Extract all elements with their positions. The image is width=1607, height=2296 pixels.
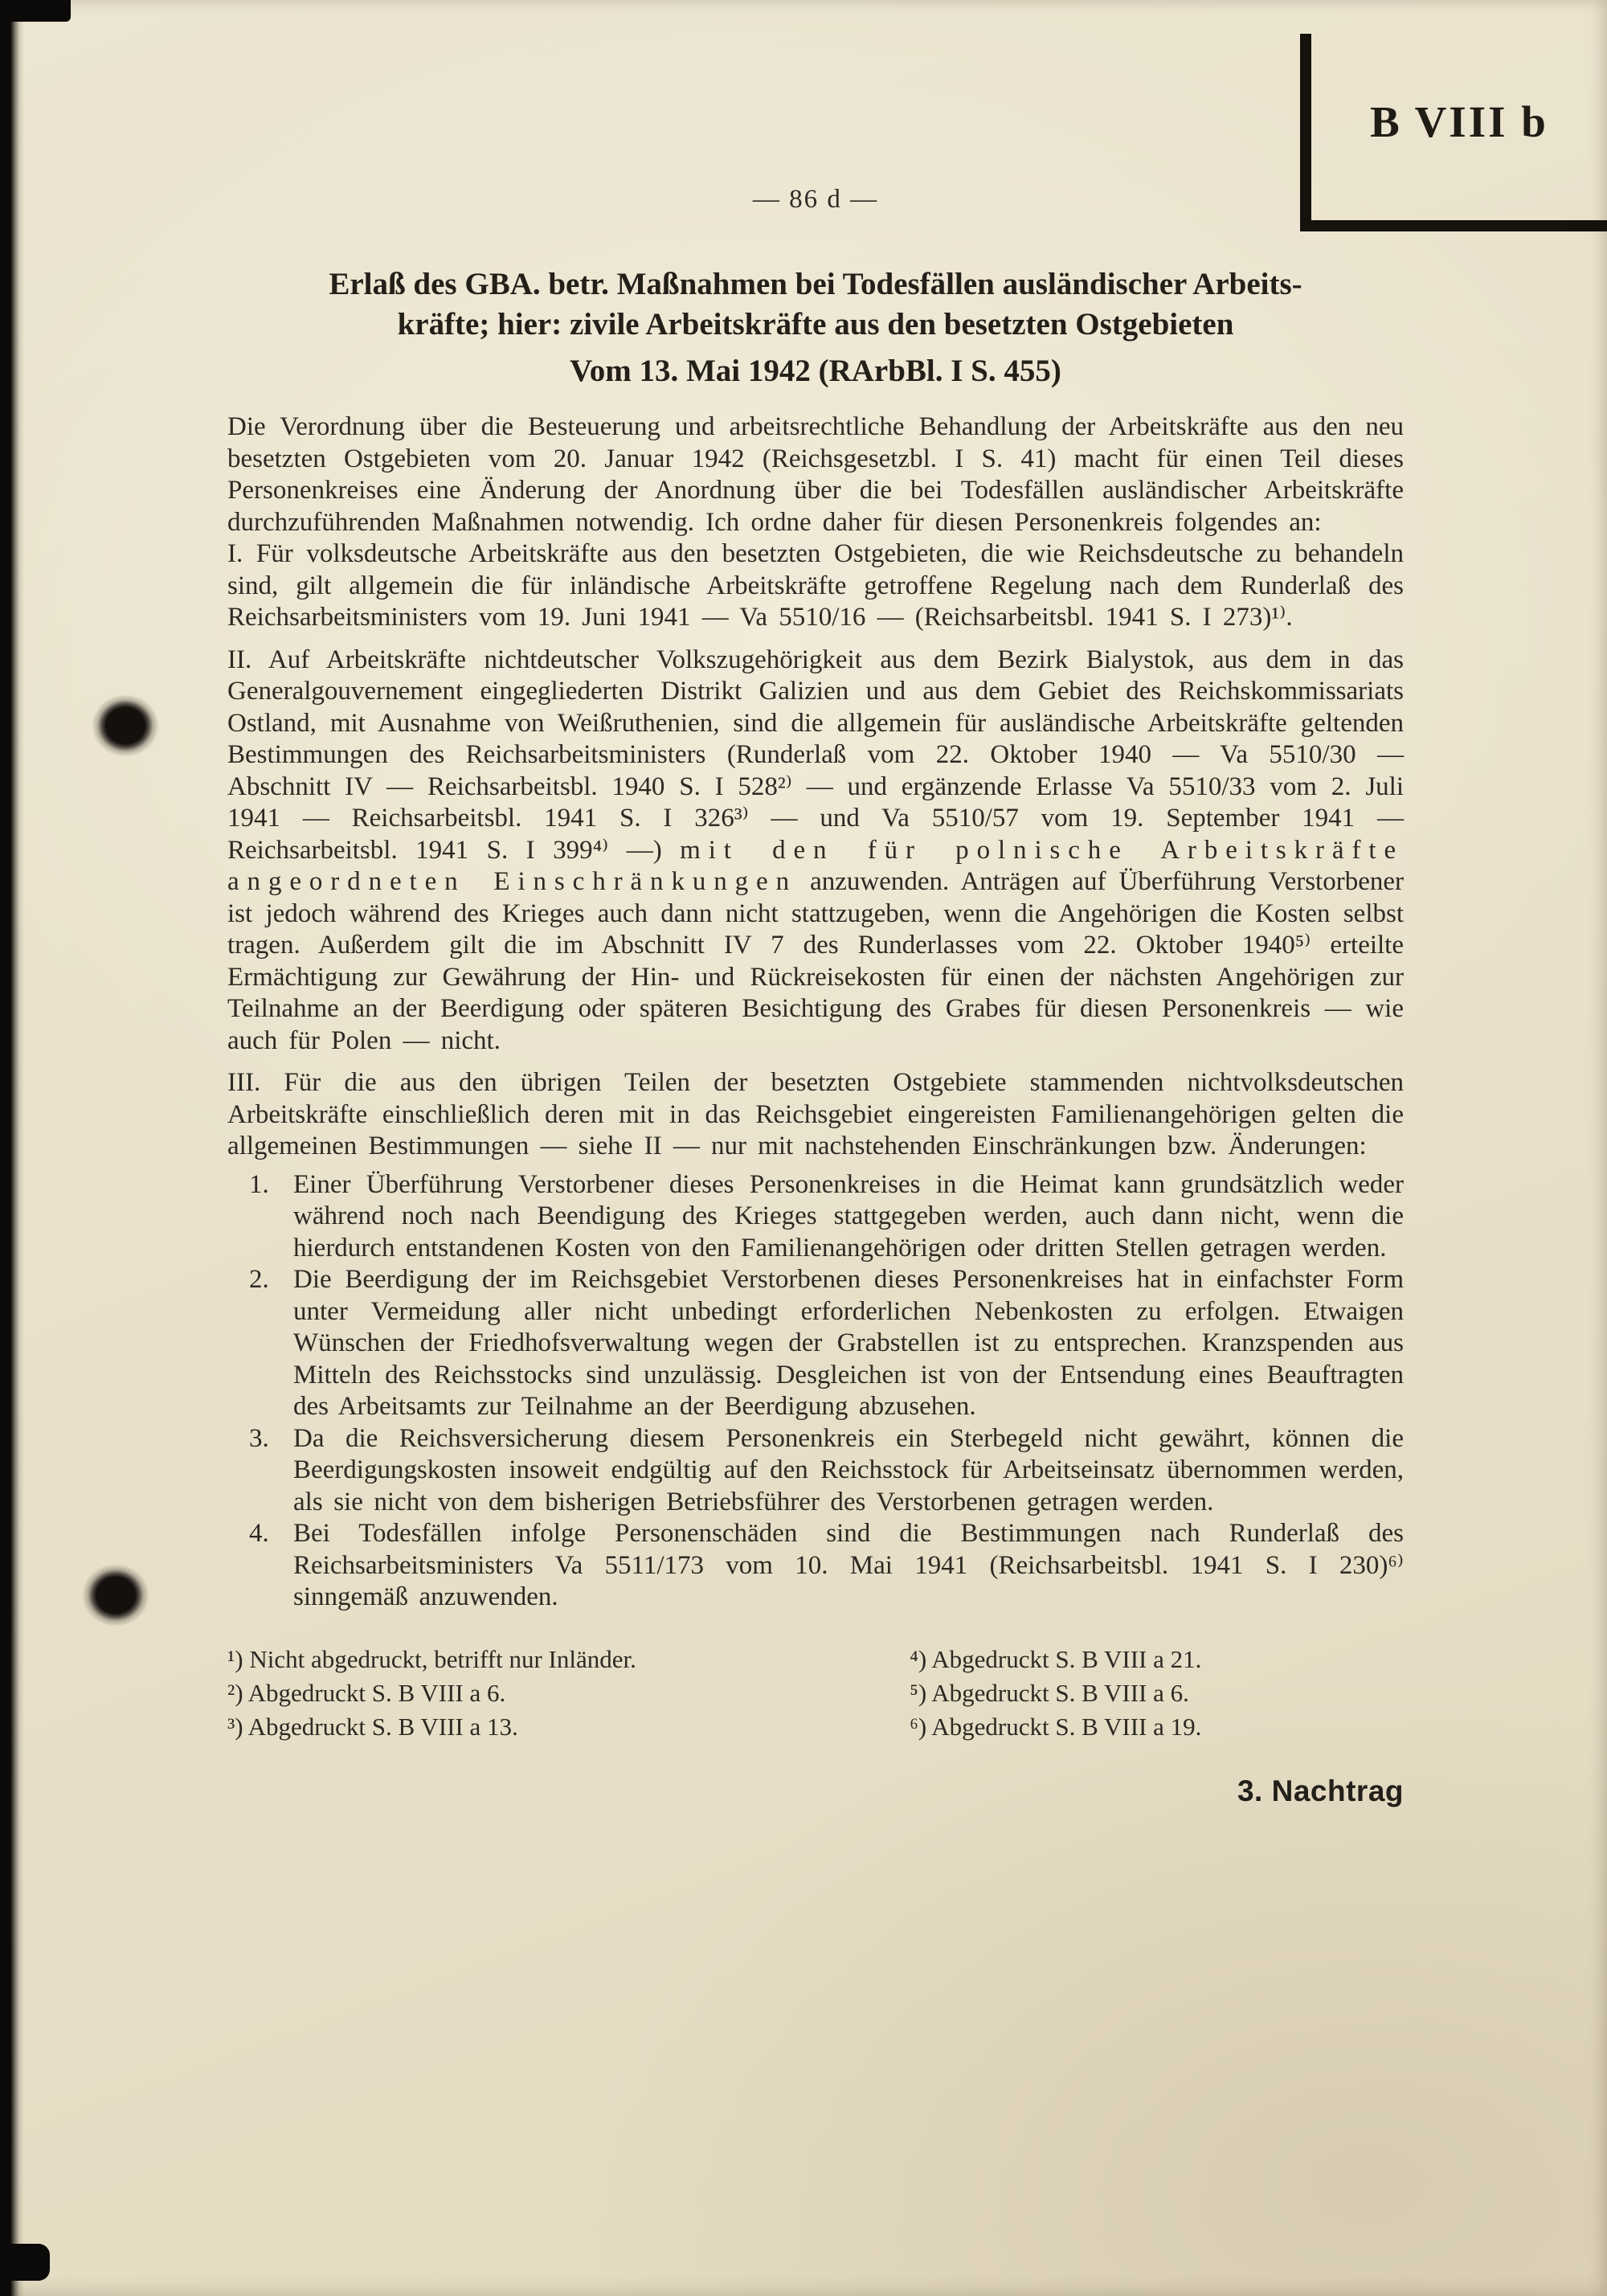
scan-mark-top-left (0, 0, 71, 22)
list-item-text: Die Beerdigung der im Reichsgebiet Verstorbenen dieses Personenkreises hat in einfachster Form unter Vermeidung aller nicht unbedingt erforderlichen Nebenkosten zu erfolgen. Etwaigen Wünschen der Friedhofsverwaltung wegen der Grabstellen ist zu entsprechen. Kranzspenden aus Mitteln des Reichsstocks sind unzulässig. Desgleichen ist von der Entsendung eines Beauftragten des Arbeitsamts zur Teilnahme an der Beerdigung abzusehen. (293, 1265, 1404, 1421)
list-item-number: 1. (249, 1169, 269, 1199)
list-item (227, 1423, 1404, 1519)
list-item-number: 3. (249, 1423, 269, 1453)
title-line-2: kräfte; hier: zivile Arbeitskräfte aus den besetzten Ostgebieten (397, 307, 1234, 342)
page-number: — 86 d — (752, 185, 879, 214)
section-ii-spaced-emphasis: mit den für polnische Arbeitskräfte angeordneten Einschränkungen (227, 835, 1404, 896)
footnote-column-left (227, 1643, 910, 1744)
footnotes (227, 1643, 1404, 1744)
footnote: ⁵) Abgedruckt S. B VIII a 6. (910, 1678, 1189, 1707)
scan-mark-bottom-left (0, 2244, 50, 2281)
paragraph-section-iii: III. Für die aus den übrigen Teilen der besetzten Ostgebiete stammenden nichtvolksdeutschen Arbeitskräfte einschließlich deren mit in das Reichsgebiet eingereisten Familienangehörigen gelten die allgemeinen Bestimmungen — siehe II — nur mit nachstehenden Einschränkungen bzw. Änderungen: (227, 1068, 1404, 1160)
supplement-label: 3. Nachtrag (1237, 1774, 1404, 1807)
list-item (227, 1264, 1404, 1423)
footnote-column-right (910, 1643, 1404, 1744)
section-label: B VIII b (1370, 96, 1548, 146)
footnote: ⁴) Abgedruckt S. B VIII a 21. (910, 1644, 1202, 1673)
list-item (227, 1518, 1404, 1614)
section-ii-text-after: anzuwenden. Anträgen auf Überführung Verstorbener ist jedoch während des Krieges auch dann nicht stattzugeben, wenn die Angehörigen die Kosten selbst tragen. Außerdem gilt die im Abschnitt IV 7 des Runderlasses vom 22. Oktober 1940⁵⁾ erteilte Ermächtigung zur Gewährung der Hin- und Rückreisekosten für einen der nächsten Angehörigen zur Teilnahme an der Beerdigung oder späteren Besichtigung des Grabes für diesen Personenkreis — wie auch für Polen — nicht. (227, 867, 1404, 1055)
list-item (227, 1169, 1404, 1265)
footnote: ²) Abgedruckt S. B VIII a 6. (227, 1678, 506, 1707)
paragraph-section-i: I. Für volksdeutsche Arbeitskräfte aus den besetzten Ostgebieten, die wie Reichsdeutsche zu behandeln sind, gilt allgemein die für inländische Arbeitskräfte getroffene Regelung nach dem Runderlaß des Reichsarbeitsministers vom 19. Juni 1941 — Va 5510/16 — (Reichsarbeitsbl. 1941 S. I 273)¹⁾. (227, 539, 1404, 632)
section-ii-text-before: II. Auf Arbeitskräfte nichtdeutscher Volkszugehörigkeit aus dem Bezirk Bialystok, aus dem in das Generalgouvernement eingegliederten Distrikt Galizien und aus dem Gebiet des Reichskommissariats Ostland, mit Ausnahme von Weißruthenien, sind die allgemein für ausländische Arbeitskräfte geltenden Bestimmungen des Reichsarbeitsministers (Runderlaß vom 22. Oktober 1940 — Va 5510/30 — Abschnitt IV — Reichsarbeitsbl. 1940 S. I 528²⁾ — und ergänzende Erlasse Va 5510/33 vom 2. Juli 1941 — Reichsarbeitsbl. 1941 S. I 326³⁾ — und Va 5510/57 vom 19. September 1941 — Reichsarbeitsbl. 1941 S. I 399⁴⁾ —) (227, 645, 1404, 865)
list-item-number: 4. (249, 1519, 269, 1548)
paragraph-section-ii (227, 645, 1404, 1058)
hole-punch-top (92, 694, 159, 757)
hole-punch-bottom (82, 1564, 149, 1627)
list-item-text: Da die Reichsversicherung diesem Personenkreis ein Sterbegeld nicht gewährt, können die Beerdigungskosten insoweit endgültig auf den Reichsstock für Arbeitseinsatz übernommen werden, als sie nicht von dem bisherigen Betriebsführer des Verstorbenen getragen werden. (293, 1423, 1404, 1516)
paragraph-intro: Die Verordnung über die Besteuerung und arbeitsrechtliche Behandlung der Arbeitskräfte aus den neu besetzten Ostgebieten vom 20. Januar 1942 (Reichsgesetzbl. I S. 41) macht für einen Teil dieses Personenkreises eine Änderung der Anordnung über die bei Todesfällen ausländischer Arbeitskräfte durchzuführenden Maßnahmen notwendig. Ich ordne daher für diesen Personenkreis folgendes an: (227, 412, 1404, 537)
ordered-list (227, 1169, 1404, 1614)
scan-edge-left (0, 0, 24, 2296)
list-item-number: 2. (249, 1265, 269, 1294)
footnote: ¹) Nicht abgedruckt, betrifft nur Inländer. (227, 1644, 636, 1673)
list-item-text: Einer Überführung Verstorbener dieses Personenkreises in die Heimat kann grundsätzlich weder während noch nach Beendigung des Krieges stattgegeben werden, auch dann nicht, wenn die hierdurch entstandenen Kosten von den Familienangehörigen oder dritten Stellen getragen werden. (293, 1169, 1404, 1263)
document-title (227, 264, 1404, 345)
footnote: ³) Abgedruckt S. B VIII a 13. (227, 1712, 518, 1741)
document-subtitle: Vom 13. Mai 1942 (RArbBl. I S. 455) (570, 354, 1061, 388)
page-content (227, 0, 1404, 1808)
title-line-1: Erlaß des GBA. betr. Maßnahmen bei Todesfällen ausländischer Arbeits- (329, 267, 1302, 301)
list-item-text: Bei Todesfällen infolge Personenschäden sind die Bestimmungen nach Runderlaß des Reichsarbeitsministers Va 5511/173 vom 10. Mai 1941 (Reichsarbeitsbl. 1941 S. I 230)⁶⁾ sinngemäß anzuwenden. (293, 1519, 1404, 1611)
footnote: ⁶) Abgedruckt S. B VIII a 19. (910, 1712, 1202, 1741)
